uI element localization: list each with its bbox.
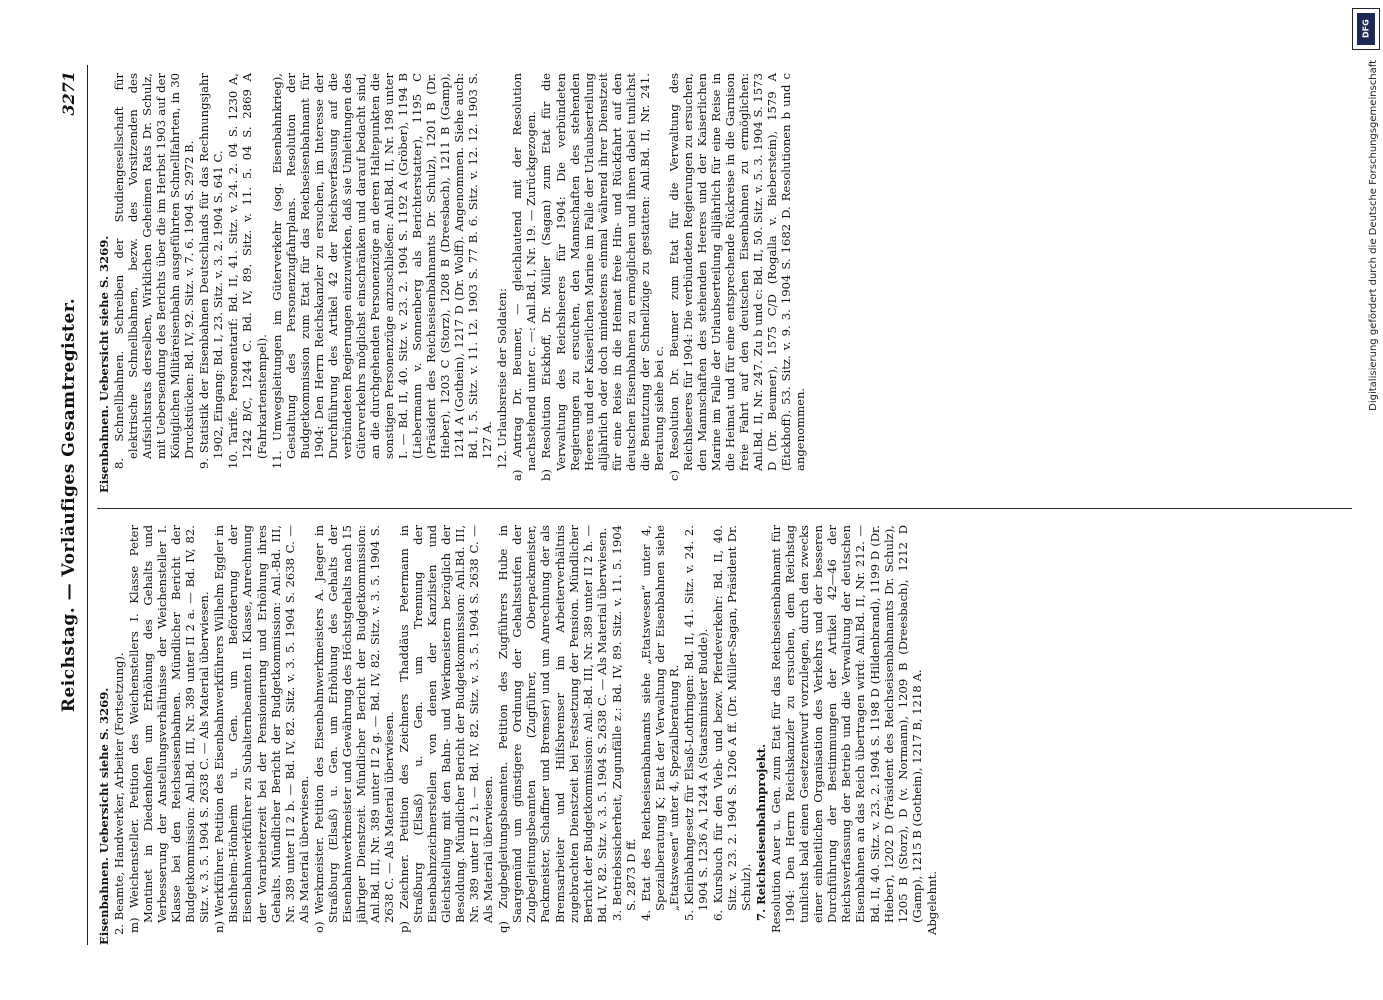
register-entry: Resolution Auer u. Gen. zum Etat für das Reichseisenbahnamt für 1904: Den Herrn Reichskanzler zu ersuchen, dem Reichstag tunlichst bald einen Gesetzentwurf vorzulegen, durch den zwecks einer einheitlichen Organisation des Verkehrs und der besseren Durchführung der Bestimmungen der Artikel 42—46 der Reichsverfassung der Betrieb und die Verwaltung der deutschen Eisenbahnen an das Reich übertragen wird: Anl.Bd. II, Nr. 212. — Bd. II, 40. Sitz. v. 23. 2. 1904 S. 1198 D (Hildenbrand), 1199 D (Dr. Hieber), 1202 D (Präsident des Reichseisenbahnamts Dr. Schulz), 1205 B (Storz), D (v. Normann), 1209 B (Dreesbach), 1212 D (Gamp), 1215 B (Gothein), 1217 B, 1218 A.	[769, 525, 924, 933]
register-entry: 10. Tarife. Personentarif: Bd. II, 41. Sitz. v. 24. 2. 04 S. 1230 A, 1242 B/C, 1244 C. Bd. IV, 89. Sitz. v. 11. 5. 04 S. 2869 A (Fahrkartenstempel).	[226, 73, 269, 469]
column-divider	[97, 508, 1352, 509]
register-entry: a) Antrag Dr. Beumer, — gleichlautend mit der Resolution nachstehend unter c. —: Anl.Bd. I, Nr. 19. — Zurückgezogen.	[510, 73, 539, 481]
register-entry: 5. Kleinbahngesetz für Elsaß-Lothringen: Bd. II, 41. Sitz. v. 24. 2. 1904 S. 1236 A, 1244 A (Staatsminister Budde).	[681, 525, 710, 921]
register-entry: 2. Beamte, Handwerker, Arbeiter (Fortsetzung).	[112, 652, 127, 935]
register-entry: q) Zugbegleitungsbeamten. Petition des Zugführers Hube in Saargemünd um günstigere Ordnung der Gehaltsstufen der Zugbegleitungsbeamten (Zugführer, Oberpackmeister, Packmeister, Schaffner und Bremser) und um Anrechnung der als Bremsarbeiter und Hilfsbremser im Arbeiterverhältnis zugebrachten Dienstzeit bei Festsetzung der Pension. Mündlicher Bericht der Budgetkommission: Anl.-Bd. III, Nr. 389 unter II 2 h. — Bd. IV, 82. Sitz. v. 3. 5. 1904 S. 2638 C. — Als Material überwiesen.	[496, 525, 609, 933]
page-header	[55, 65, 89, 945]
register-entry: 3. Betriebssicherheit, Zugunfälle z.: Bd. IV, 89. Sitz. v. 11. 5. 1904 S. 2873 D ff.	[609, 525, 638, 921]
digitization-credit: Digitalisierung gefördert durch die Deutsche Forschungsgemeinschaft	[1368, 60, 1379, 411]
register-entry: o) Werkmeister. Petition des Eisenbahnwerkmeisters A. Jaeger in Straßburg (Elsaß) u. Gen. um Erhöhung des Gehalts der Eisenbahnwerkmeister und Gewährung des Höchstgehalts nach 15 jähriger Dienstzeit. Mündlicher Bericht der Budgetkommission: Anl.Bd. III, Nr. 389 unter II 2 g. — Bd. IV, 82. Sitz. v. 3. 5. 1904 S. 2638 C. — Als Material überwiesen.	[311, 525, 396, 933]
register-entry: 7. Reichseisenbahnprojekt.	[754, 743, 769, 921]
register-entry: 6. Kursbuch für den Vieh- und bezw. Pferdeverkehr: Bd. II, 40. Sitz. v. 23. 2. 1904 S. 1206 A ff. (Dr. Müller-Sagan, Präsident Dr. Schulz).	[711, 525, 754, 921]
register-entry: 9. Statistik der Eisenbahnen Deutschlands für das Rechnungsjahr 1902, Eingang: Bd. I, 23. Sitz. v. 3. 2. 1904 S. 641 C.	[197, 73, 226, 469]
register-entry: n) Werkführer. Petition des Eisenbahnwerkführers Wilhelm Eggler in Bischheim-Hönheim u. Gen. um Beförderung der Eisenbahnwerkführer zu Subalternbeamten II. Klasse, Anrechnung der Vorarbeiterzeit bei der Pensionierung und Erhöhung ihres Gehalts. Mündlicher Bericht der Budgetkommission: Anl.-Bd. III, Nr. 389 unter II 2 b. — Bd. IV, 82. Sitz. v. 3. 5. 1904 S. 2638 C. — Als Material überwiesen.	[212, 525, 311, 933]
dfg-logo	[1352, 8, 1380, 50]
register-entry: b) Resolution Eickhoff, Dr. Müller (Sagan) zum Etat für die Verwaltung des Reichsheeres für 1904: Die verbündeten Regierungen zu ersuchen, den Mannschaften des stehenden Heeres und der Kaiserlichen Marine im Falle der Urlaubserteilung alljährlich oder doch mindestens einmal während ihrer Dienstzeit für eine Reise in die Heimat freie Hin- und Rückfahrt auf den deutschen Eisenbahnen zu ermöglichen und ihnen dabei tunlichst die Benutzung der Schnellzüge zu gestatten: Anl.Bd. II, Nr. 241. Beratung siehe bei c.	[539, 73, 666, 481]
register-entry: Abgelehnt.	[924, 871, 939, 935]
register-entry: 11. Umwegsleitungen im Güterverkehr (sog. Eisenbahnkrieg), Gestaltung des Personenzugfahrplans. Resolution der Budgetkommission zum Etat für das Reichseisenbahnamt für 1904: Den Herrn Reichskanzler zu ersuchen, im Interesse der Durchführung des Artikel 42 der Reichsverfassung auf die verbündeten Regierungen einzuwirken, daß sie Umleitungen des Güterverkehrs möglichst einschränken und darauf bedacht sind, an die durchgehenden Personenzüge an deren Haltepunkten die sonstigen Personenzüge anzuschließen: Anl.Bd. II, Nr. 198 unter I. — Bd. II, 40. Sitz. v. 23. 2. 1904 S. 1192 A (Gröber), 1194 B (Liebermann v. Sonnenberg als Berichterstatter), 1195 C (Präsident des Reichseisenbahnamts Dr. Schulz), 1201 B (Dr. Hieber), 1203 C (Storz), 1208 B (Dreesbach), 1211 B (Gamp), 1214 A (Gothein), 1217 D (Dr. Wolff). Angenommen. Siehe auch: Bd. I, 5. Sitz. v. 11. 12. 1903 S. 77 B. 6. Sitz. v. 12. 12. 1903 S. 127 A.	[269, 73, 495, 469]
register-entry: 8. Schnellbahnen. Schreiben der Studiengesellschaft für elektrische Schnellbahnen, bezw. des Vorsitzenden des Aufsichtsrats derselben, Wirklichen Geheimen Rats Dr. Schulz, mit Uebersendung des Berichts über die im Herbst 1903 auf der Königlichen Militäreisenbahn ausgeführten Schnellfahrten, in 30 Druckstücken: Bd. IV, 92. Sitz. v. 7. 6. 1904 S. 2972 B.	[112, 73, 197, 469]
page-number: 3271	[59, 71, 78, 116]
register-entry: c) Resolution Dr. Beumer zum Etat für die Verwaltung des Reichsheeres für 1904: Die verbündeten Regierungen zu ersuchen, den Mannschaften des stehenden Heeres und der Kaiserlichen Marine im Falle der Urlaubserteilung alljährlich für eine Reise in die Heimat und für eine entsprechende Rückreise in die Garnison freie Fahrt auf den deutschen Eisenbahnen zu ermöglichen: Anl.Bd. II, Nr. 247. Zu b und c: Bd. II, 50. Sitz. v. 5. 3. 1904 S. 1573 D (Dr. Beumer), 1575 C/D (Rogalla v. Bieberstein), 1579 A (Eickhoff). 53. Sitz. v. 9. 3. 1904 S. 1682 D. Resolutionen b und c angenommen.	[666, 73, 808, 481]
rotated-page-content	[55, 65, 1360, 945]
register-entry: 12. Urlaubsreise der Soldaten:	[495, 288, 510, 469]
header-rule	[87, 65, 88, 945]
left-column	[97, 525, 940, 945]
register-entry: m) Weichensteller. Petition des Weichenstellers I. Klasse Peter Montinet in Diedenhofen um Erhöhung des Gehalts und Verbesserung der Anstellungsverhältnisse der Weichensteller I. Klasse bei den Reichseisenbahnen. Mündlicher Bericht der Budgetkommission: Anl.Bd. III, Nr. 389 unter II 2 a. — Bd. IV, 82. Sitz. v. 3. 5. 1904 S. 2638 C. — Als Material überwiesen.	[127, 525, 212, 933]
dfg-logo-text: DFG	[1357, 13, 1375, 45]
right-column	[97, 73, 808, 493]
running-title: Reichstag. — Vorläufiges Gesamtregister.	[59, 297, 79, 713]
register-entry: Eisenbahnen. Uebersicht siehe S. 3269.	[97, 687, 111, 945]
register-entry: Eisenbahnen. Uebersicht siehe S. 3269.	[97, 235, 111, 493]
register-entry: p) Zeichner. Petition des Zeichners Thaddäus Petermann in Straßburg (Elsaß) u. Gen. um Trennung der Eisenbahnzeichnerstellen von denen der Kanzlisten und Gleichstellung mit den Bahn- und Werkmeistern bezüglich der Besoldung. Mündlicher Bericht der Budgetkommission: Anl.Bd. III, Nr. 389 unter II 2 i. — Bd. IV, 82. Sitz. v. 3. 5. 1904 S. 2638 C. — Als Material überwiesen.	[396, 525, 496, 933]
register-entry: 4. Etat des Reichseisenbahnamts siehe „Etatswesen“ unter 4, Spezialberatung K; Etat der Verwaltung der Eisenbahnen siehe „Etatswesen“ unter 4, Spezialberatung R.	[638, 525, 681, 921]
